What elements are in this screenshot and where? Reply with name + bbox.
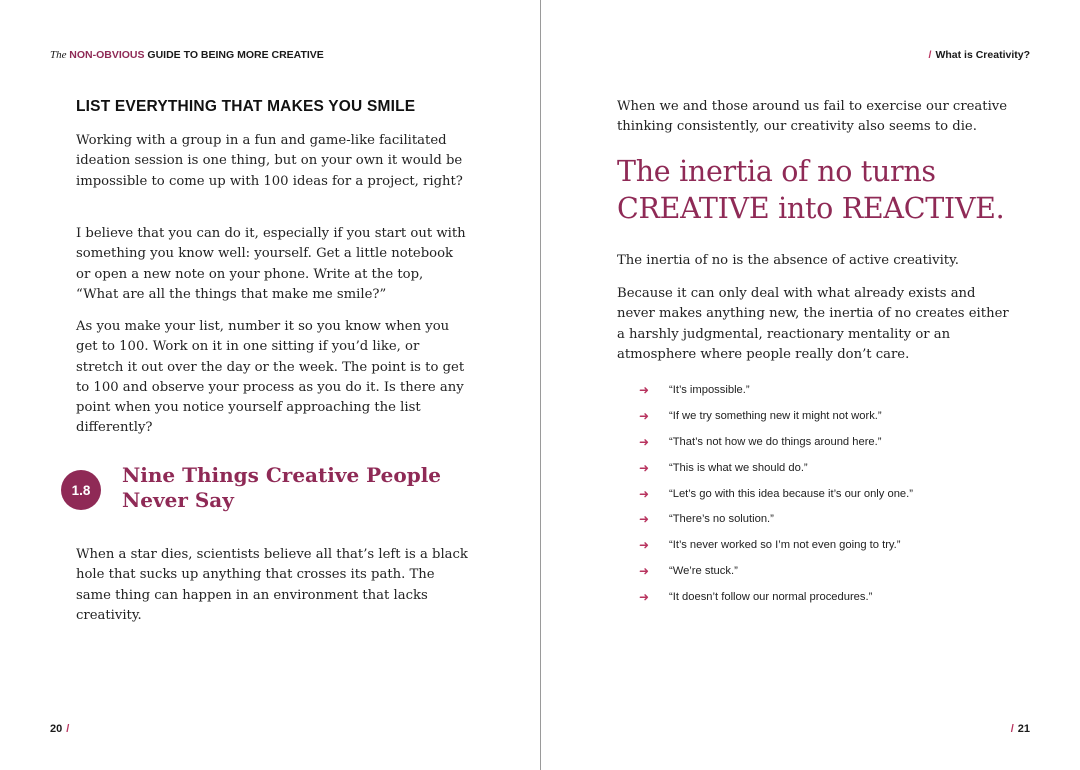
chapter-number-badge: 1.8 [61,470,101,510]
right-page-number [1007,723,1030,735]
paragraph-2: I believe that you can do it, especially if you start out with something you know well: yourself. Get a little notebook or open a new note on your phone. Write at the top, “What are all the things that make me smile?” [76,226,466,302]
running-head-slash: / [928,49,932,61]
quote-text: “There’s no solution.” [669,513,774,526]
chapter-title: Nine Things Creative People Never Say [122,463,442,512]
quote-text: “That’s not how we do things around here.” [669,435,882,448]
list-item [639,481,1019,507]
quote-text: “We’re stuck.” [669,565,738,578]
list-item [639,506,1019,532]
list-item [639,377,1019,403]
quote-text: “If we try something new it might not work.” [669,409,882,422]
left-page-number [50,723,73,735]
quote-text: “It’s impossible.” [669,383,750,396]
folio-slash: / [1010,723,1014,735]
page-number: 20 [50,723,63,735]
right-arrow-icon: ➜ [639,538,650,553]
left-running-head [50,49,324,61]
right-arrow-icon: ➜ [639,382,650,397]
right-arrow-icon: ➜ [639,486,650,501]
right-running-head [925,49,1030,61]
section-title: LIST EVERYTHING THAT MAKES YOU SMILE [76,98,416,115]
running-head-accent: NON-OBVIOUS [69,49,145,61]
paragraph-1: Working with a group in a fun and game-like facilitated ideation session is one thing, but on your own it would be impossible to come up with 100 ideas for a project, right? [76,133,463,189]
folio-slash: / [66,723,70,735]
running-head-title: GUIDE TO BEING MORE CREATIVE [144,49,324,61]
paragraph-explanation: Because it can only deal with what already exists and never makes anything new, the inertia of no creates either a harshly judgmental, reactionary mentality or an atmosphere where people really don’t care. [617,286,1009,362]
right-arrow-icon: ➜ [639,564,650,579]
right-arrow-icon: ➜ [639,408,650,423]
intro-paragraph: When we and those around us fail to exercise our creative thinking consistently, our creativity also seems to die. [617,99,1008,135]
right-arrow-icon: ➜ [639,460,650,475]
right-arrow-icon: ➜ [639,434,650,449]
running-head-chapter: What is Creativity? [935,49,1030,61]
right-arrow-icon: ➜ [639,512,650,527]
right-arrow-icon: ➜ [639,590,650,605]
quote-text: “It’s never worked so I’m not even going to try.” [669,539,901,552]
never-say-list [639,377,1019,610]
list-item [639,429,1019,455]
pull-quote: The inertia of no turns CREATIVE into REACTIVE. [617,155,1005,225]
paragraph-inertia: The inertia of no is the absence of active creativity. [617,253,959,268]
list-item [639,403,1019,429]
list-item [639,532,1019,558]
paragraph-3: As you make your list, number it so you know when you get to 100. Work on it in one sitting if you’d like, or stretch it out over the day or the week. The point is to get to 100 and observe your process as you do it. Is there any point when you notice yourself approaching the list differently? [76,319,465,436]
list-item [639,455,1019,481]
page-number: 21 [1017,723,1030,735]
quote-text: “Let’s go with this idea because it’s our only one.” [669,487,913,500]
list-item [639,558,1019,584]
quote-text: “This is what we should do.” [669,461,808,474]
right-page [541,0,1080,770]
quote-text: “It doesn’t follow our normal procedures.” [669,591,873,604]
list-item [639,584,1019,610]
closing-paragraph: When a star dies, scientists believe all that’s left is a black hole that sucks up anything that crosses its path. The same thing can happen in an environment that lacks creativity. [76,547,468,623]
running-head-prefix: The [50,49,70,61]
